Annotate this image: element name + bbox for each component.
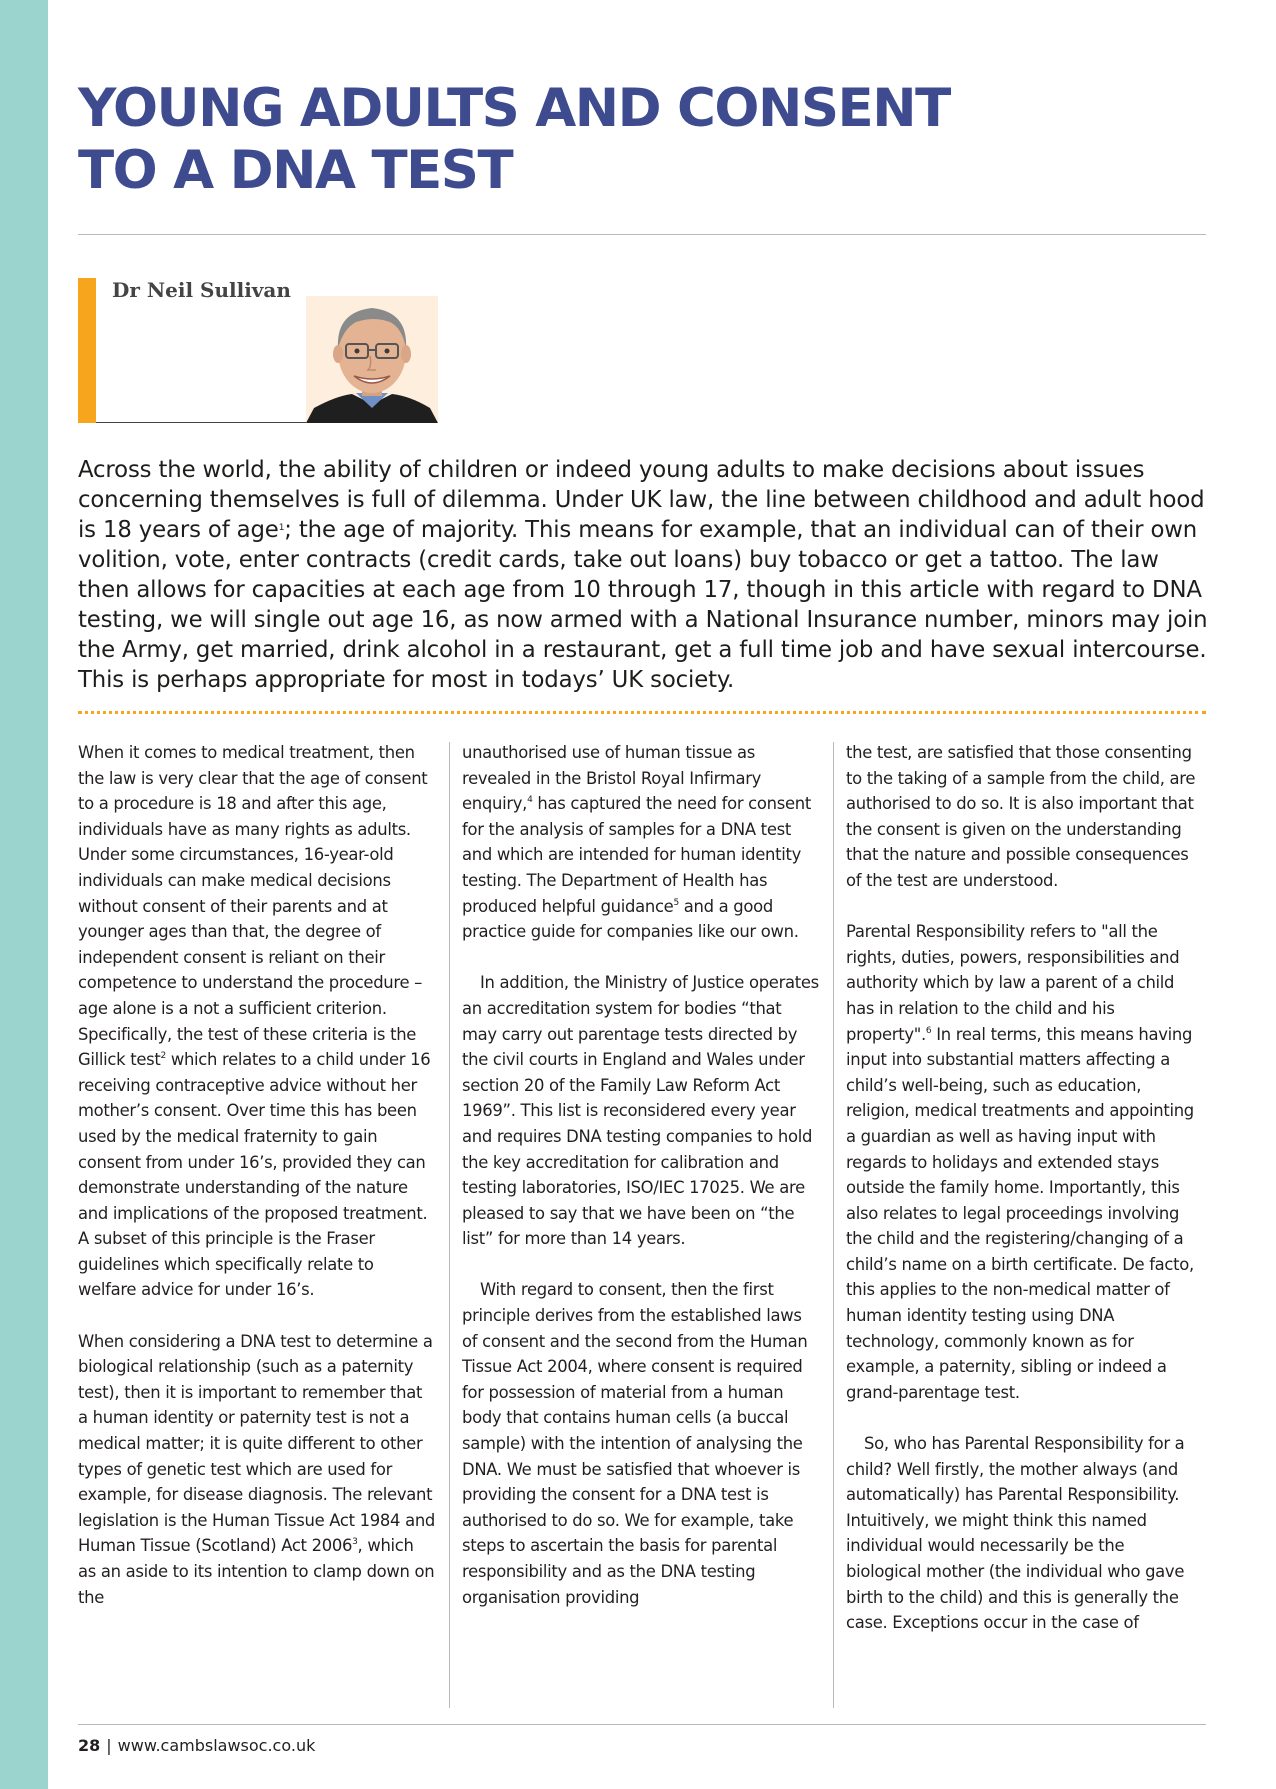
footer-url: www.cambslawsoc.co.uk (117, 1736, 316, 1755)
body-paragraph: unauthorised use of human tissue as revealed in the Bristol Royal Infirmary enquiry,$^4$ has captured the need for consent for the analysis of samples for a DNA test and which are intended for human identity testing. The Department of Health has produced helpful guidance$^5$ and a good practice guide for companies like our own. (462, 743, 811, 942)
page-number: 28 (78, 1736, 101, 1755)
body-paragraph: When it comes to medical treatment, then the law is very clear that the age of consent to a procedure is 18 and after this age, individuals have as many rights as adults. Under some circumstances, 16-year-old individuals can make medical decisions without consent of their parents and at younger ages than that, the degree of independent consent is reliant on their competence to understand the procedure – age alone is a not a sufficient criterion. Specifically, the test of these criteria is the Gillick test$^2$ which relates to a child under 16 receiving contraceptive advice without her mother’s consent. Over time this has been used by the medical fraternity to gain consent from under 16’s, provided they can demonstrate understanding of the nature and implications of the proposed treatment. A subset of this principle is the Fraser guidelines which specifically relate to welfare advice for under 16’s. (78, 743, 431, 1300)
body-paragraph: Parental Responsibility refers to "all the rights, duties, powers, responsibilities and authority which by law a parent of a child has in relation to the child and his property".$^6$ In real terms, this means having input into substantial matters affecting a child’s well-being, such as education, religion, medical treatments and appointing a guardian as well as having input with regards to holidays and extended stays outside the family home. Importantly, this also relates to legal proceedings involving the child and the registering/changing of a child’s name on a birth certificate. De facto, this applies to the non-medical matter of human identity testing using DNA technology, commonly known as for example, a paternity, sibling or indeed a grand-parentage test. (846, 922, 1194, 1402)
footnote-ref: 1 (278, 523, 285, 533)
column-separator (449, 742, 450, 1708)
page-footer (78, 1736, 315, 1755)
body-column-2 (462, 740, 820, 1610)
footer-separator: | (106, 1736, 112, 1755)
article-title-line-1: YOUNG ADULTS AND CONSENT (78, 78, 950, 139)
footer-divider (78, 1724, 1206, 1725)
article-title-line-2: TO A DNA TEST (78, 140, 513, 201)
body-column-1 (78, 740, 436, 1610)
footnote-ref: 6 (925, 1025, 932, 1036)
lead-paragraph: Across the world, the ability of children or indeed young adults to make decisions about issues concerning themselves is full of dilemma. Under UK law, the line between childhood and adult hood is 18 years of age$^1$; the age of majority. This means for example, that an individual can of their own volition, vote, enter contracts (credit cards, take out loans) buy tobacco or get a tattoo. The law then allows for capacities at each age from 10 through 17, though in this article with regard to DNA testing, we will single out age 16, as now armed with a National Insurance number, minors may join the Army, get married, drink alcohol in a restaurant, get a full time job and have sexual intercourse. This is perhaps appropriate for most in todays’ UK society. (78, 457, 1208, 693)
author-name: Dr Neil Sullivan (112, 278, 291, 302)
body-paragraph: So, who has Parental Responsibility for a child? Well firstly, the mother always (and automatically) has Parental Responsibility. Intuitively, we might think this named individual would necessarily be the biological mother (the individual who gave birth to the child) and this is generally the case. Exceptions occur in the case of (846, 1434, 1185, 1633)
body-paragraph: In addition, the Ministry of Justice operates an accreditation system for bodies “that may carry out parentage tests directed by the civil courts in England and Wales under section 20 of the Family Law Reform Act 1969”. This list is reconsidered every year and requires DNA testing companies to hold the key accreditation for calibration and testing laboratories, ISO/IEC 17025. We are pleased to say that we have been on “the list” for more than 14 years. (462, 973, 819, 1249)
footnote-ref: 4 (527, 795, 533, 806)
author-portrait (306, 296, 438, 423)
body-paragraph: When considering a DNA test to determine a biological relationship (such as a paternity test), then it is important to remember that a human identity or paternity test is not a medical matter; it is quite different to other types of genetic test which are used for example, for disease diagnosis. The relevant legislation is the Human Tissue Act 1984 and Human Tissue (Scotland) Act 2006$^3$, which as an aside to its intention to clamp down on the (78, 1331, 436, 1607)
article-title (78, 78, 1198, 202)
dotted-divider (78, 711, 1206, 714)
author-accent-bar (78, 278, 96, 423)
column-separator (833, 742, 834, 1708)
title-divider (78, 234, 1206, 235)
body-column-3 (846, 740, 1204, 1636)
footnote-ref: 5 (673, 897, 679, 908)
body-paragraph: the test, are satisfied that those consenting to the taking of a sample from the child, are authorised to do so. It is also important that the consent is given on the understanding that the nature and possible consequences of the test are understood. (846, 743, 1196, 890)
side-color-strip (0, 0, 48, 1789)
footnote-ref: 2 (160, 1051, 166, 1062)
body-paragraph: With regard to consent, then the first principle derives from the established laws of consent and the second from the Human Tissue Act 2004, where consent is required for possession of material from a human body that contains human cells (a buccal sample) with the intention of analysing the DNA. We must be satisfied that whoever is providing the consent for a DNA test is authorised to do so. We for example, take steps to ascertain the basis for parental responsibility and as the DNA testing organisation providing (462, 1280, 808, 1607)
author-block (78, 278, 438, 423)
footnote-ref: 3 (352, 1537, 358, 1548)
